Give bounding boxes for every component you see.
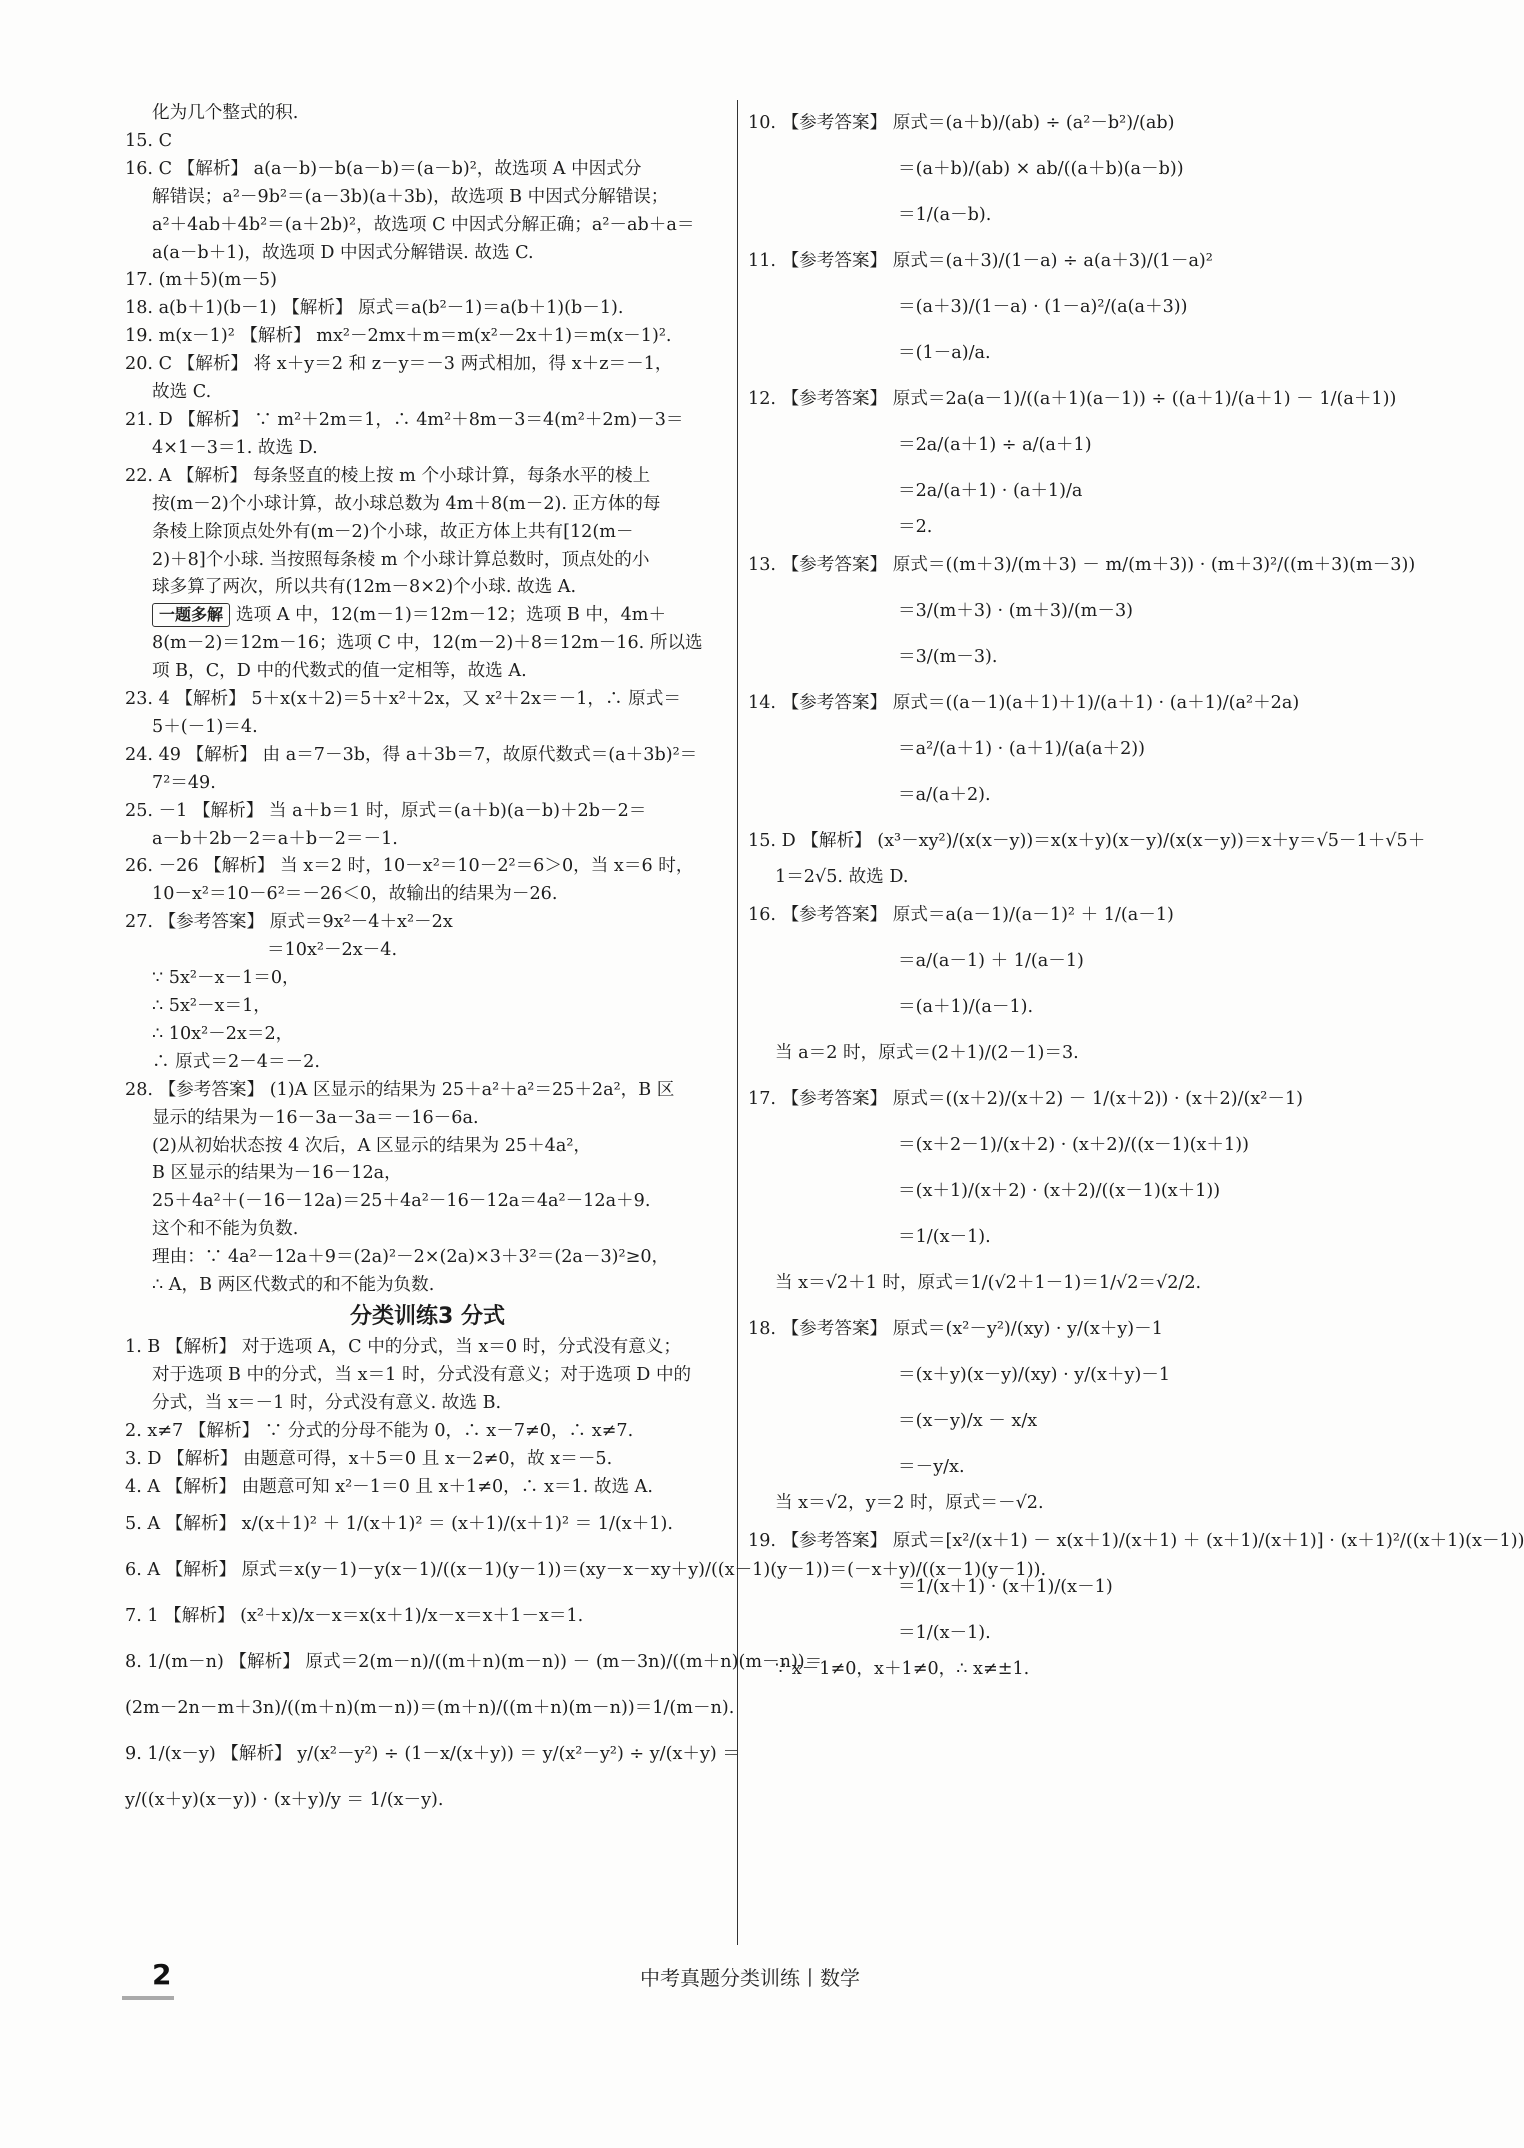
answer-line (125, 1188, 730, 1216)
answer-line (748, 1306, 1368, 1352)
answer-line (125, 212, 730, 240)
answer-line (125, 1731, 740, 1777)
answer-line (125, 128, 730, 156)
section-title (125, 1300, 730, 1334)
answer-text: 按(m－2)个小球计算，故小球总数为 4m＋8(m－2). 正方体的每 (152, 493, 661, 514)
answer-text: 20. C 【解析】 将 x＋y＝2 和 z－y＝－3 两式相加，得 x＋z＝－1， (125, 354, 673, 375)
answer-text: 1. B 【解析】 对于选项 A，C 中的分式，当 x＝0 时，分式没有意义； (125, 1336, 681, 1357)
answer-line (125, 463, 730, 491)
answer-text: ＝a²/(a＋1) · (a＋1)/(a(a＋2)) (898, 738, 1146, 759)
answer-line (125, 714, 730, 742)
answer-text: 16. C 【解析】 a(a－b)－b(a－b)＝(a－b)²，故选项 A 中因式分 (125, 158, 642, 179)
tip-box: 一题多解 (152, 603, 230, 627)
answer-line (748, 376, 1397, 422)
answer-line (748, 1030, 1368, 1076)
answer-line (125, 602, 730, 630)
answer-text: 2)＋8]个小球. 当按照每条棱 m 个小球计算总数时，顶点处的小 (152, 549, 650, 570)
answer-text: ∵ x－1≠0，x＋1≠0，∴ x≠±1. (775, 1658, 1030, 1679)
answer-line (125, 1685, 735, 1731)
answer-line (125, 1777, 730, 1823)
answer-line (125, 826, 730, 854)
answer-line (125, 1593, 730, 1639)
answer-text: a²＋4ab＋4b²＝(a＋2b)²，故选项 C 中因式分解正确；a²－ab＋a＝ (152, 214, 695, 235)
answer-text: 10. 【参考答案】 原式＝(a＋b)/(ab) ÷ (a²－b²)/(ab) (748, 113, 1175, 133)
answer-text: 17. (m＋5)(m－5) (125, 270, 277, 291)
answer-line (125, 881, 730, 909)
answer-line (748, 100, 1368, 146)
answer-line (748, 1352, 1368, 1398)
answer-line (125, 658, 730, 686)
answer-text: 14. 【参考答案】 原式＝((a－1)(a＋1)＋1)/(a＋1) · (a＋1)/(a²＋2a) (748, 692, 1300, 713)
answer-text: 这个和不能为负数. (152, 1219, 299, 1240)
answer-text: 15. C (125, 130, 173, 151)
answer-text: 分类训练3 分式 (350, 1303, 505, 1329)
answer-line (748, 468, 1368, 514)
answer-line (125, 1501, 730, 1547)
answer-text: 19. m(x－1)² 【解析】 mx²－2mx＋m＝m(x²－2x＋1)＝m(x－1)². (125, 326, 672, 347)
answer-text: 18. 【参考答案】 原式＝(x²－y²)/(xy) · y/(x＋y)－1 (748, 1318, 1163, 1339)
answer-text: B 区显示的结果为－16－12a， (152, 1163, 402, 1184)
answer-text: ＝(x＋y)(x－y)/(xy) · y/(x＋y)－1 (898, 1364, 1171, 1385)
answer-text: ∴ A，B 两区代数式的和不能为负数. (152, 1275, 435, 1296)
answer-line (125, 323, 730, 351)
answer-line (748, 330, 1368, 376)
answer-line (125, 267, 730, 295)
answer-line (748, 1564, 1368, 1610)
answer-text: ＝(x＋1)/(x＋2) · (x＋2)/((x－1)(x＋1)) (898, 1180, 1221, 1201)
answer-line (748, 1122, 1368, 1168)
answer-text: 26. －26 【解析】 当 x＝2 时，10－x²＝10－2²＝6＞0，当 x＝6 时， (125, 856, 694, 877)
answer-line (125, 1474, 730, 1502)
answer-text: ∴ 10x²－2x＝2， (152, 1023, 294, 1044)
answer-line (748, 680, 1368, 726)
answer-line (125, 909, 730, 937)
answer-text: 球多算了两次，所以共有(12m－8×2)个小球. 故选 A. (152, 577, 577, 598)
answer-line (125, 156, 730, 184)
answer-line (748, 238, 1368, 284)
page-footer (0, 1958, 1500, 1998)
answer-text: 6. A 【解析】 原式＝x(y－1)－y(x－1)/((x－1)(y－1))＝(xy－x－xy＋y)/((x－1)(y－1))＝(－x＋y)/((x－1)(y－1)). (125, 1560, 1047, 1581)
answer-line (748, 146, 1368, 192)
answer-text: 24. 49 【解析】 由 a＝7－3b，得 a＋3b＝7，故原代数式＝(a＋3b)²＝ (125, 744, 698, 765)
answer-line (748, 864, 1368, 892)
answer-text: 当 x＝√2，y＝2 时，原式＝－√2. (775, 1492, 1044, 1513)
answer-text: ＝a/(a＋2). (898, 784, 991, 805)
answer-line (125, 574, 730, 602)
answer-text: 7²＝49. (152, 772, 216, 793)
answer-text: 4×1－3＝1. 故选 D. (152, 437, 318, 458)
answer-text: ＝2. (898, 517, 933, 537)
answer-text: (2m－2n－m＋3n)/((m＋n)(m－n))＝(m＋n)/((m＋n)(m－n))＝1/(m－n). (125, 1698, 735, 1719)
answer-line (748, 514, 1368, 542)
answer-text: ＝(a＋3)/(1－a) · (1－a)²/(a(a＋3)) (898, 297, 1188, 317)
answer-line (748, 818, 1426, 864)
answer-text: 16. 【参考答案】 原式＝a(a－1)/(a－1)² ＋ 1/(a－1) (748, 904, 1174, 925)
answer-text: 17. 【参考答案】 原式＝((x＋2)/(x＋2) － 1/(x＋2)) · (x＋2)/(x²－1) (748, 1088, 1304, 1109)
answer-text: ＝3/(m－3). (898, 646, 998, 667)
column-divider (737, 100, 738, 1945)
answer-line (125, 100, 730, 128)
answer-line (125, 686, 730, 714)
answer-line (125, 742, 730, 770)
answer-text: ＝3/(m＋3) · (m＋3)/(m－3) (898, 600, 1134, 621)
answer-line (125, 547, 730, 575)
answer-text: ∴ 原式＝2－4＝－2. (152, 1051, 320, 1072)
answer-text: ＝1/(x＋1) · (x＋1)/(x－1) (898, 1576, 1113, 1597)
answer-line (125, 1133, 730, 1161)
answer-line (748, 192, 1368, 238)
answer-text: 28. 【参考答案】 (1)A 区显示的结果为 25＋a²＋a²＝25＋2a²，B 区 (125, 1079, 675, 1100)
answer-line (748, 772, 1368, 818)
answer-line (125, 379, 730, 407)
answer-text: 化为几个整式的积. (152, 103, 299, 123)
answer-text: 27. 【参考答案】 原式＝9x²－4＋x²－2x (125, 912, 453, 933)
answer-line (748, 1168, 1368, 1214)
answer-line (748, 284, 1368, 330)
answer-text: 项 B，C，D 中的代数式的值一定相等，故选 A. (152, 661, 527, 682)
answer-line (125, 519, 730, 547)
answer-text: ＝1/(x－1). (898, 1226, 991, 1247)
answer-text: 显示的结果为－16－3a－3a＝－16－6a. (152, 1107, 479, 1128)
answer-text: ＝(x＋2－1)/(x＋2) · (x＋2)/((x－1)(x＋1)) (898, 1134, 1249, 1155)
answer-text: ＝(1－a)/a. (898, 343, 991, 363)
answer-line (748, 1490, 1368, 1518)
answer-text: ＝10x²－2x－4. (267, 940, 398, 961)
answer-line (748, 726, 1368, 772)
answer-line (748, 542, 1416, 588)
answer-line (125, 491, 730, 519)
answer-line (125, 351, 730, 379)
answer-line (125, 1160, 730, 1188)
answer-line (748, 1214, 1368, 1260)
answer-text: 当 a＝2 时，原式＝(2＋1)/(2－1)＝3. (775, 1042, 1079, 1063)
answer-line (748, 1444, 1368, 1490)
answer-text: ∵ 5x²－x－1＝0， (152, 968, 300, 989)
answer-text: 2. x≠7 【解析】 ∵ 分式的分母不能为 0，∴ x－7≠0，∴ x≠7. (125, 1420, 634, 1441)
answer-line (125, 993, 730, 1021)
answer-text: ＝2a/(a＋1) ÷ a/(a＋1) (898, 435, 1092, 455)
answer-line (125, 1390, 730, 1418)
answer-line (748, 938, 1368, 984)
answer-line (125, 435, 730, 463)
answer-line (748, 588, 1368, 634)
answer-text: ＝(x－y)/x － x/x (898, 1410, 1038, 1431)
answer-text: ＝1/(a－b). (898, 205, 992, 225)
answer-line (125, 937, 730, 965)
answer-text: 8(m－2)＝12m－16；选项 C 中，12(m－2)＋8＝12m－16. 所以选 (152, 633, 703, 654)
answer-line (748, 634, 1368, 680)
answer-line (125, 1077, 730, 1105)
answer-text: (2)从初始状态按 4 次后，A 区显示的结果为 25＋4a²， (152, 1135, 592, 1156)
answer-text: ＝(a＋1)/(a－1). (898, 996, 1034, 1017)
right-column (748, 100, 1524, 1945)
answer-line (125, 1105, 730, 1133)
answer-line (125, 1244, 730, 1272)
answer-line (125, 1446, 730, 1474)
answer-text: 8. 1/(m－n) 【解析】 原式＝2(m－n)/((m＋n)(m－n)) － (m－3n)/((m＋n)(m－n))＝ (125, 1652, 823, 1673)
answer-line (125, 184, 730, 212)
answer-line (125, 240, 730, 268)
page-number-bar (122, 1996, 174, 2000)
answer-line (748, 1610, 1368, 1656)
answer-line (125, 407, 730, 435)
answer-text: ＝1/(x－1). (898, 1622, 991, 1643)
answer-text: 条棱上除顶点处外有(m－2)个小球，故正方体上共有[12(m－ (152, 521, 634, 542)
answer-text: 4. A 【解析】 由题意可知 x²－1＝0 且 x＋1≠0，∴ x＝1. 故选 A. (125, 1476, 653, 1497)
answer-line (125, 853, 730, 881)
answer-line (125, 295, 730, 323)
answer-text: 分式，当 x＝－1 时，分式没有意义. 故选 B. (152, 1392, 502, 1413)
answer-line (125, 798, 730, 826)
answer-text: 选项 A 中，12(m－1)＝12m－12；选项 B 中，4m＋ (236, 605, 667, 626)
answer-line (125, 630, 730, 658)
answer-text: 1＝2√5. 故选 D. (775, 866, 909, 887)
answer-line (748, 1398, 1368, 1444)
answer-text: 12. 【参考答案】 原式＝2a(a－1)/((a＋1)(a－1)) ÷ ((a＋1)/(a＋1) － 1/(a＋1)) (748, 389, 1397, 409)
answer-text: 5. A 【解析】 x/(x＋1)² ＋ 1/(x＋1)² ＝ (x＋1)/(x＋1)² ＝ 1/(x＋1). (125, 1514, 673, 1535)
answer-text: 23. 4 【解析】 5＋x(x＋2)＝5＋x²＋2x，又 x²＋2x＝－1，∴ 原式＝ (125, 689, 681, 710)
answer-line (125, 1049, 730, 1077)
answer-text: 对于选项 B 中的分式，当 x＝1 时，分式没有意义；对于选项 D 中的 (152, 1364, 692, 1385)
answer-text: 10－x²＝10－6²＝－26＜0，故输出的结果为－26. (152, 884, 558, 905)
answer-text: 3. D 【解析】 由题意可得，x＋5＝0 且 x－2≠0，故 x＝－5. (125, 1448, 613, 1469)
answer-text: ＝a/(a－1) ＋ 1/(a－1) (898, 950, 1084, 971)
answer-text: ＝2a/(a＋1) · (a＋1)/a (898, 481, 1083, 501)
answer-text: 7. 1 【解析】 (x²＋x)/x－x＝x(x＋1)/x－x＝x＋1－x＝1. (125, 1606, 584, 1627)
answer-text: 15. D 【解析】 (x³－xy²)/(x(x－y))＝x(x＋y)(x－y)/(x(x－y))＝x＋y＝√5－1＋√5＋ (748, 830, 1426, 851)
answer-text: 21. D 【解析】 ∵ m²＋2m＝1，∴ 4m²＋8m－3＝4(m²＋2m)－3＝ (125, 409, 684, 430)
answer-text: 25. －1 【解析】 当 a＋b＝1 时，原式＝(a＋b)(a－b)＋2b－2＝ (125, 800, 647, 821)
answer-line (748, 422, 1368, 468)
answer-line (748, 1518, 1524, 1564)
answer-line (125, 1639, 823, 1685)
answer-line (125, 1272, 730, 1300)
answer-text: ∴ 5x²－x＝1， (152, 996, 271, 1016)
answer-line (125, 770, 730, 798)
answer-text: a－b＋2b－2＝a＋b－2＝－1. (152, 828, 398, 849)
answer-text: 解错误；a²－9b²＝(a－3b)(a＋3b)，故选项 B 中因式分解错误； (152, 186, 669, 207)
answer-text: 19. 【参考答案】 原式＝[x²/(x＋1) － x(x＋1)/(x＋1) ＋ (x＋1)/(x＋1)] · (x＋1)²/((x＋1)(x－1)) (748, 1530, 1524, 1551)
answer-line (125, 1216, 730, 1244)
answer-text: ＝(a＋b)/(ab) × ab/((a＋b)(a－b)) (898, 159, 1184, 179)
answer-line (125, 1021, 730, 1049)
answer-text: 13. 【参考答案】 原式＝((m＋3)/(m＋3) － m/(m＋3)) · (m＋3)²/((m＋3)(m－3)) (748, 554, 1416, 575)
answer-text: 当 x＝√2＋1 时，原式＝1/(√2＋1－1)＝1/√2＝√2/2. (775, 1272, 1202, 1293)
answer-text: 理由：∵ 4a²－12a＋9＝(2a)²－2×(2a)×3＋3²＝(2a－3)²≥0， (152, 1247, 670, 1268)
answer-text: 22. A 【解析】 每条竖直的棱上按 m 个小球计算，每条水平的棱上 (125, 465, 651, 486)
answer-text: 故选 C. (152, 382, 212, 403)
answer-text: 18. a(b＋1)(b－1) 【解析】 原式＝a(b²－1)＝a(b＋1)(b－1). (125, 298, 624, 319)
answer-text: a(a－b＋1)，故选项 D 中因式分解错误. 故选 C. (152, 242, 534, 263)
answer-text: 11. 【参考答案】 原式＝(a＋3)/(1－a) ÷ a(a＋3)/(1－a)² (748, 251, 1213, 271)
answer-line (125, 1418, 730, 1446)
book-title: 中考真题分类训练丨数学 (640, 1966, 860, 1990)
answer-text: 9. 1/(x－y) 【解析】 y/(x²－y²) ÷ (1－x/(x＋y)) ＝ y/(x²－y²) ÷ y/(x＋y) ＝ (125, 1744, 740, 1765)
answer-text: 5＋(－1)＝4. (152, 716, 258, 737)
answer-line (748, 892, 1368, 938)
answer-line (748, 1076, 1368, 1122)
answer-text: 25＋4a²＋(－16－12a)＝25＋4a²－16－12a＝4a²－12a＋9. (152, 1191, 651, 1212)
answer-line (125, 965, 730, 993)
answer-text: y/((x＋y)(x－y)) · (x＋y)/y ＝ 1/(x－y). (125, 1790, 444, 1811)
answer-line (748, 984, 1368, 1030)
answer-line (748, 1260, 1368, 1306)
answer-text: ＝－y/x. (898, 1456, 965, 1477)
answer-line (748, 1656, 1368, 1684)
answer-line (125, 1334, 730, 1362)
page-number: 2 (152, 1958, 172, 1991)
answer-line (125, 1362, 730, 1390)
